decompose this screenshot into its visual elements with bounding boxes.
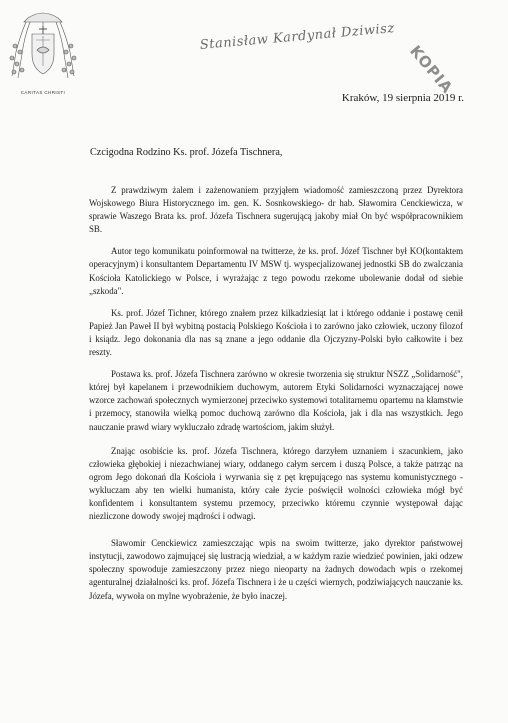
- paragraph: Z prawdziwym żalem i zażenowaniem przyjąłem wiadomość zamieszczoną przez Dyrektora Wojskowego Biura Historycznego im. gen. K. Sosnkowskiego- dr hab. Sławomira Cenckiewicza, w sprawie Waszego Brata ks. prof. Józefa Tischnera sugerującą jakoby miał On być współpracownikiem SB.: [89, 185, 463, 235]
- letterhead-signature: Stanisław Kardynał Dziwisz: [199, 21, 396, 53]
- paragraph: Postawa ks. prof. Józefa Tischnera zarówno w okresie tworzenia się struktur NSZZ „Solidarność", której był kapelanem i przewodnikiem duchowym, autorem Etyki Solidarności wyznaczającej nowe wzorce zachowań społecznych wymierzonej przeciwko systemowi totalitarnemu opartemu na kłamstwie i przemocy, stanowiła wielką pomoc duchową zarówno dla Kościoła, jak i dla nas wszystkich. Jego nauczanie prawd wiary wykluczało zdradę wartościom, jakim służył.: [89, 369, 463, 432]
- copy-stamp: KOPIA: [406, 42, 457, 98]
- paragraph: Znając osobiście ks. prof. Józefa Tischnera, którego darzyłem uznaniem i szacunkiem, jako człowieka głębokiej i niezachwianej wiary, oddanego całym sercem i duszą Polsce, a także patrząc na ogrom Jego dokonań dla Kościoła i wyrwania się z pęt krępującego nas systemu komunistycznego - wykluczam aby ten wielki humanista, który całe życie poświęcił wolności człowieka mógł być konfidentem i konsultantem systemu przemocy, przeciwko któremu czynnie występował dając niezliczone dowody swojej mądrości i odwagi.: [89, 445, 463, 522]
- letter-date: Kraków, 19 sierpnia 2019 r.: [341, 92, 464, 104]
- coat-of-arms-motto: CARITAS CHRISTI: [20, 90, 66, 95]
- letter-body: [89, 184, 463, 614]
- paragraph: Autor tego komunikatu poinformował na twitterze, że ks. prof. Józef Tischner był KO(kontaktem operacyjnym) i konsultantem Departamentu IV MSW tj. wyspecjalizowanej jednostki SB do zwalczania Kościoła Katolickiego w Polsce, i wyrażając z tego powodu rzekome ubolewanie dodał od siebie „szkoda".: [89, 246, 463, 296]
- paragraph: Ks. prof. Józef Tichner, którego znałem przez kilkadziesiąt lat i którego oddanie i postawę cenił Papież Jan Paweł II był wybitną postacią Polskiego Kościoła i to zarówno jako człowiek, uczony filozof i ksiądz. Jego dokonania dla nas są znane a jego oddanie dla Ojczyzny-Polski było całkowite i bez reszty.: [89, 307, 463, 358]
- letter-salutation: Czcigodna Rodzino Ks. prof. Józefa Tischnera,: [90, 147, 283, 158]
- paragraph: Sławomir Cenckiewicz zamieszczając wpis na swoim twitterze, jako dyrektor państwowej instytucji, zawodowo zajmującej się lustracją wiedział, a w każdym razie wiedzieć powinien, jaki odzew społeczny spowoduje zamieszczony przez niego nieoparty na żadnych dowodach wpis o rzekomej agenturalnej działalności ks. prof. Józefa Tischnera i że u części wiernych, podziwiających nauczanie ks. Józefa, wywoła on mylne wyobrażenie, że było inaczej.: [89, 538, 463, 601]
- coat-of-arms: [6, 6, 80, 98]
- cardinal-galero-icon: [6, 6, 80, 90]
